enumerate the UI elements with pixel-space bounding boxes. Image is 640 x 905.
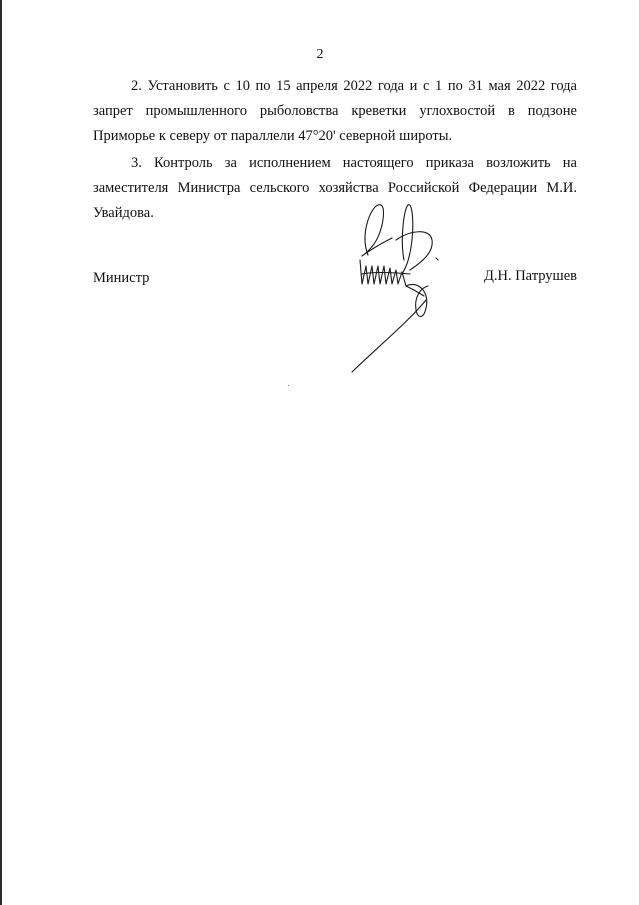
paragraph-2: 2. Установить с 10 по 15 апреля 2022 года и с 1 по 31 мая 2022 года запрет промышленного рыболовства креветки углохвостой в подзоне Приморье к северу от параллели 47°20' северной широты. [93, 78, 577, 144]
signatory-name: Д.Н. Патрушев [483, 268, 577, 284]
signatory-title: Министр [93, 270, 150, 286]
paragraph-3: 3. Контроль за исполнением настоящего приказа возложить на заместителя Министра сельского хозяйства Российской Федерации М.И. Увайдова. [93, 155, 577, 221]
handwritten-signature [340, 200, 450, 380]
scan-speck [288, 385, 289, 386]
page-number: 2 [316, 47, 324, 62]
